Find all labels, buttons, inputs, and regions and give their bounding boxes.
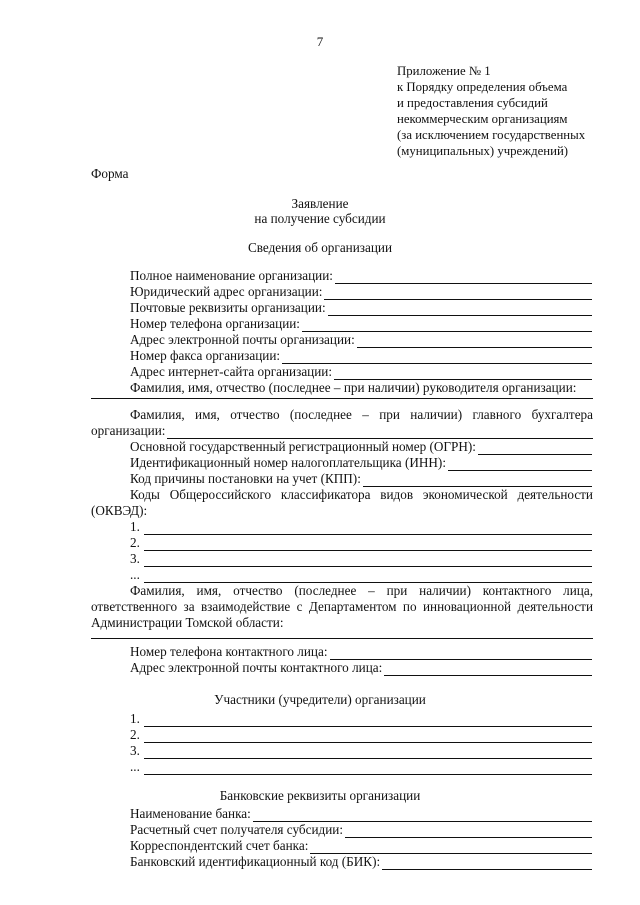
field-label: Фамилия, имя, отчество (последнее – при наличии) контактного лица, (130, 583, 593, 598)
field-label: ответственного за взаимодействие с Департаментом по инновационной деятельности (91, 599, 593, 614)
blank-line[interactable] (384, 663, 592, 676)
appendix-line: некоммерческим организациям (397, 112, 568, 126)
blank-line[interactable] (282, 351, 592, 364)
field-label: Фамилия, имя, отчество (последнее – при наличии) руководителя организации: (130, 380, 577, 395)
field-corr-account[interactable] (130, 838, 592, 854)
field-accountant-line[interactable] (91, 423, 593, 439)
field-okved (91, 487, 593, 503)
page-number: 7 (316, 34, 324, 49)
field-postal[interactable] (130, 300, 592, 316)
blank-line[interactable] (144, 522, 592, 535)
field-label: Почтовые реквизиты организации: (130, 300, 326, 315)
field-full-name[interactable] (130, 268, 592, 284)
okved-item[interactable] (130, 551, 592, 567)
field-accountant[interactable] (91, 407, 593, 423)
field-label: Код причины постановки на учет (КПП): (130, 471, 361, 486)
item-number: 1. (130, 711, 140, 726)
blank-line[interactable] (144, 730, 592, 743)
blank-line[interactable] (345, 825, 592, 838)
blank-line[interactable] (328, 303, 592, 316)
blank-line[interactable] (144, 714, 592, 727)
field-label: Юридический адрес организации: (130, 284, 323, 299)
blank-line[interactable] (382, 857, 592, 870)
appendix-block (397, 63, 627, 159)
document-subtitle: на получение субсидии (254, 211, 386, 226)
field-bik[interactable] (130, 854, 592, 870)
field-label: Номер факса организации: (130, 348, 281, 363)
blank-line-contact-name[interactable] (91, 638, 593, 639)
blank-line[interactable] (144, 538, 592, 551)
okved-item[interactable] (130, 519, 592, 535)
field-label: Корреспондентский счет банка: (130, 838, 309, 853)
founder-item[interactable] (130, 727, 592, 743)
blank-line[interactable] (302, 319, 592, 332)
blank-line[interactable] (478, 442, 592, 455)
item-number: 3. (130, 743, 140, 758)
field-label: Администрации Томской области: (91, 615, 284, 630)
appendix-line: (муниципальных) учреждений) (397, 144, 569, 158)
field-label: Адрес электронной почты контактного лица: (130, 660, 383, 675)
blank-line[interactable] (357, 335, 592, 348)
field-label: организации: (91, 423, 166, 438)
field-bank-account[interactable] (130, 822, 592, 838)
okved-item[interactable] (130, 567, 592, 583)
item-number: 2. (130, 727, 140, 742)
field-label: Номер телефона организации: (130, 316, 300, 331)
field-fax[interactable] (130, 348, 592, 364)
field-legal-address[interactable] (130, 284, 592, 300)
field-label: Коды Общероссийского классификатора видов экономической деятельности (130, 487, 593, 502)
blank-line[interactable] (310, 841, 592, 854)
blank-line-head-name[interactable] (91, 398, 593, 399)
item-number: ... (130, 759, 140, 774)
document-title: Заявление (291, 196, 349, 211)
item-number: 2. (130, 535, 140, 550)
item-number: 1. (130, 519, 140, 534)
blank-line[interactable] (324, 287, 592, 300)
appendix-line: к Порядку определения объема (397, 80, 568, 94)
founder-item[interactable] (130, 759, 592, 775)
field-inn[interactable] (130, 455, 592, 471)
appendix-line: Приложение № 1 (397, 64, 491, 78)
blank-line[interactable] (144, 554, 592, 567)
blank-line[interactable] (330, 647, 592, 660)
field-bank-name[interactable] (130, 806, 592, 822)
field-website[interactable] (130, 364, 592, 380)
okved-item[interactable] (130, 535, 592, 551)
field-label: Номер телефона контактного лица: (130, 644, 328, 659)
field-label: Фамилия, имя, отчество (последнее – при наличии) главного бухгалтера (130, 407, 593, 422)
blank-line[interactable] (144, 762, 592, 775)
field-ogrn[interactable] (130, 439, 592, 455)
field-label: Адрес электронной почты организации: (130, 332, 355, 347)
blank-line[interactable] (167, 426, 593, 439)
field-label: Банковский идентификационный код (БИК): (130, 854, 381, 869)
field-label: (ОКВЭД): (91, 503, 148, 518)
section-title-organization: Сведения об организации (247, 240, 393, 255)
section-title-founders: Участники (учредители) организации (214, 692, 426, 707)
field-label: Идентификационный номер налогоплательщика (ИНН): (130, 455, 446, 470)
field-contact-email[interactable] (130, 660, 592, 676)
section-title-bank: Банковские реквизиты организации (219, 788, 421, 803)
appendix-line: (за исключением государственных (397, 128, 586, 142)
field-head-name (130, 380, 592, 396)
blank-line[interactable] (253, 809, 592, 822)
blank-line[interactable] (144, 570, 592, 583)
field-contact-phone[interactable] (130, 644, 592, 660)
blank-line[interactable] (335, 271, 592, 284)
founder-item[interactable] (130, 743, 592, 759)
form-label: Форма (91, 166, 129, 181)
field-label: Полное наименование организации: (130, 268, 333, 283)
field-email[interactable] (130, 332, 592, 348)
item-number: 3. (130, 551, 140, 566)
field-phone[interactable] (130, 316, 592, 332)
blank-line[interactable] (448, 458, 592, 471)
founder-item[interactable] (130, 711, 592, 727)
field-label: Адрес интернет-сайта организации: (130, 364, 333, 379)
field-label: Расчетный счет получателя субсидии: (130, 822, 343, 837)
field-label: Наименование банка: (130, 806, 251, 821)
item-number: ... (130, 567, 140, 582)
field-kpp[interactable] (130, 471, 592, 487)
blank-line[interactable] (334, 367, 592, 380)
blank-line[interactable] (144, 746, 592, 759)
field-contact (91, 583, 593, 599)
appendix-line: и предоставления субсидий (397, 96, 548, 110)
blank-line[interactable] (363, 474, 592, 487)
field-label: Основной государственный регистрационный номер (ОГРН): (130, 439, 476, 454)
